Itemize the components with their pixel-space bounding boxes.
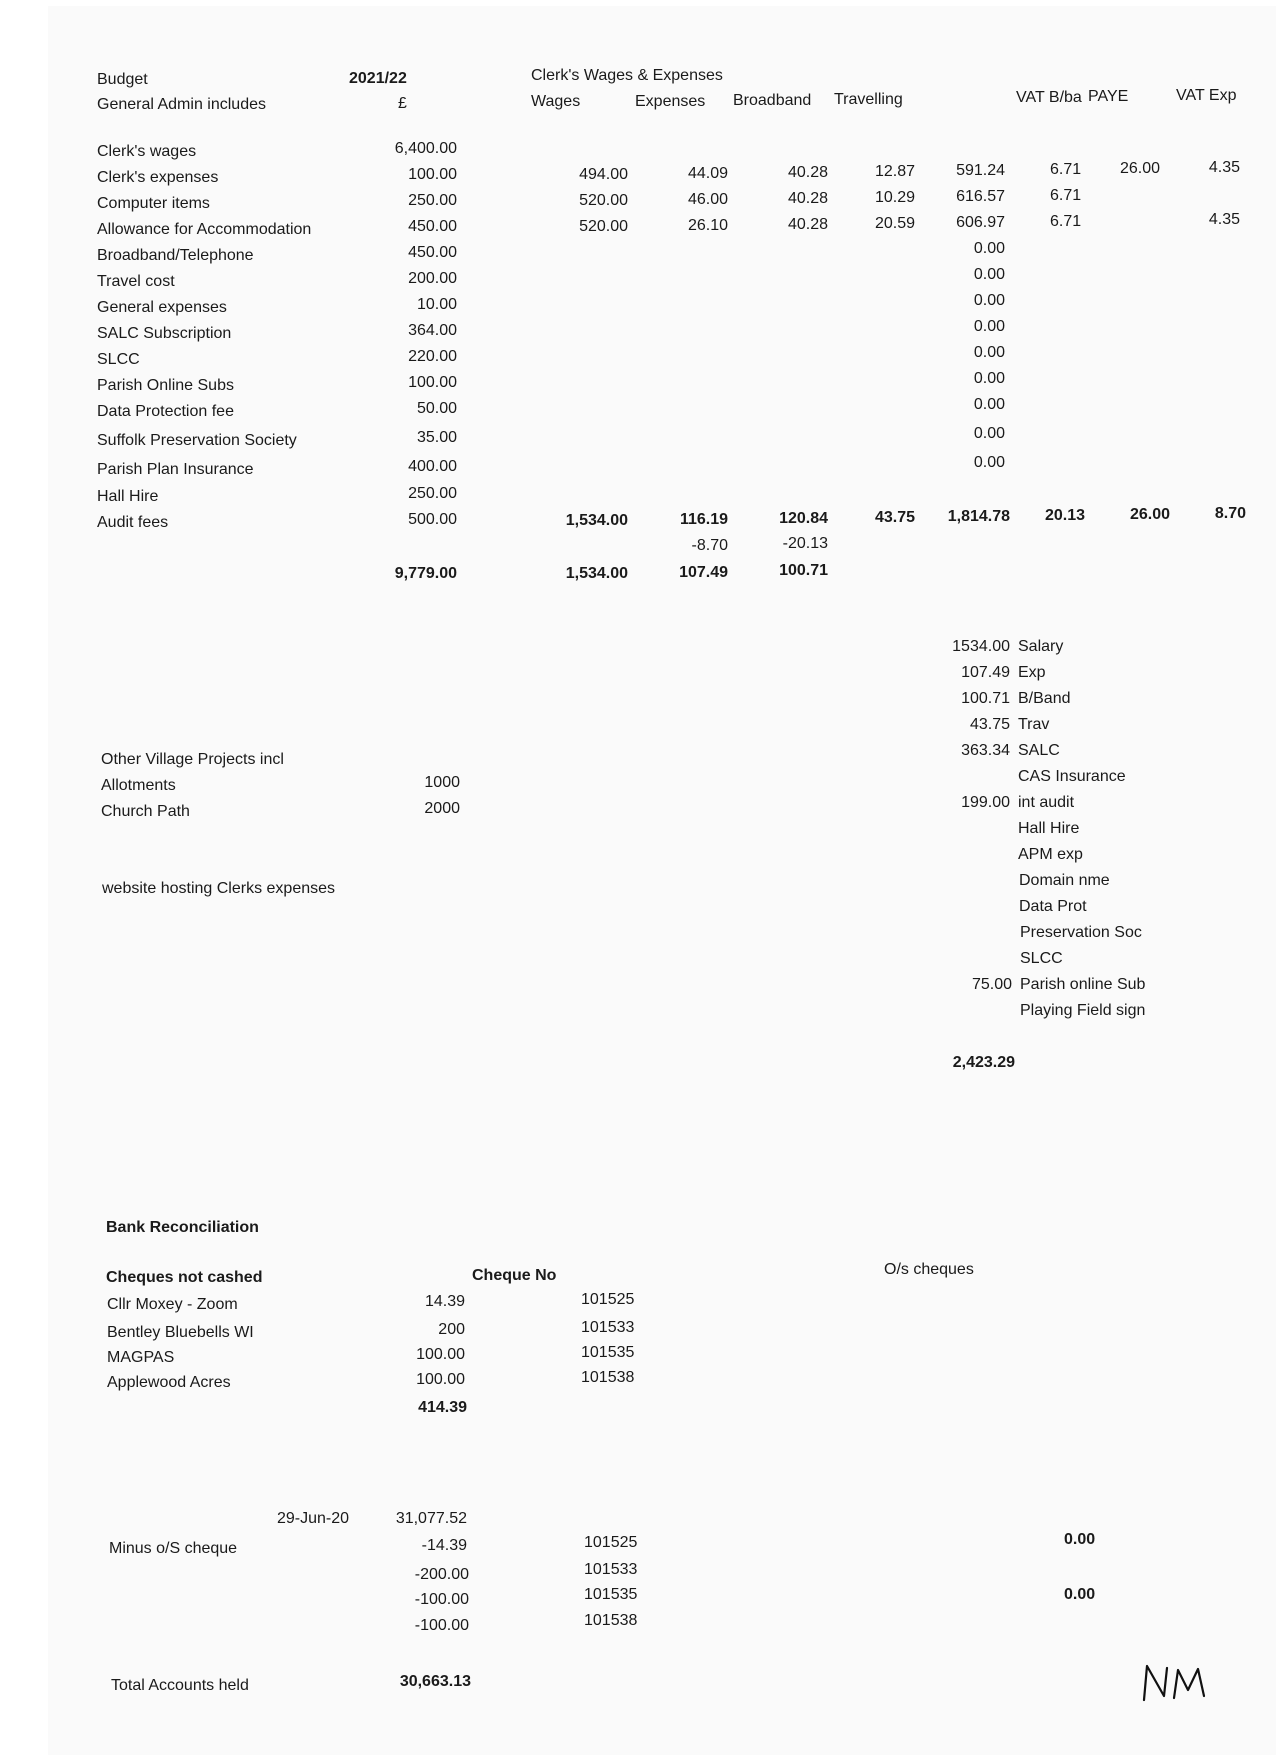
cheque-number: 101538 (581, 1369, 635, 1386)
vat-exp-cell: 4.35 (1208, 159, 1240, 176)
budget-item-amount: 220.00 (408, 348, 457, 365)
balance-amount: 31,077.52 (395, 1510, 467, 1527)
summary-amount: 107.49 (961, 664, 1010, 681)
budget-item-label: Suffolk Preservation Society (97, 432, 297, 449)
broadband-cell: 40.28 (787, 190, 828, 207)
deduction-amount: -200.00 (414, 1566, 469, 1583)
budget-item-amount: 200.00 (408, 270, 457, 287)
budget-item-amount: 250.00 (408, 485, 457, 502)
project-amount: 1000 (424, 774, 460, 791)
travelling-cell: 12.87 (874, 163, 915, 180)
summary-label: SALC (1018, 742, 1060, 759)
cheques-heading: Cheques not cashed (106, 1269, 263, 1286)
col-header-travelling: Travelling (834, 91, 903, 108)
deduction-number: 101538 (584, 1612, 638, 1629)
budget-item-label: Parish Online Subs (97, 377, 234, 394)
zero-total-cell: 0.00 (973, 425, 1005, 442)
project-label: Church Path (101, 803, 190, 820)
broadband-cell: 40.28 (787, 216, 828, 233)
deduction-number: 101525 (584, 1534, 638, 1551)
budget-item-amount: 450.00 (408, 244, 457, 261)
deduction-amount: -100.00 (414, 1591, 469, 1608)
wage-cell: 520.00 (579, 192, 628, 209)
summary-label: Hall Hire (1018, 820, 1080, 837)
budget-item-amount: 364.00 (408, 322, 457, 339)
travelling-cell: 20.59 (874, 215, 915, 232)
budget-item-label: Clerk's expenses (97, 169, 219, 186)
budget-item-label: SLCC (97, 351, 140, 368)
summary-label: Data Prot (1019, 898, 1087, 915)
vat-bb-cell: 6.71 (1050, 161, 1082, 178)
deduction-amount: -100.00 (414, 1617, 469, 1634)
summary-label: Exp (1018, 664, 1046, 681)
summary-amount: 43.75 (969, 716, 1010, 733)
col-header-wages: Wages (531, 93, 581, 110)
budget-item-amount: 100.00 (408, 374, 457, 391)
project-label: Allotments (101, 777, 176, 794)
deduction-amount: -14.39 (421, 1537, 467, 1554)
broadband-cell: 40.28 (787, 164, 828, 181)
paye-total: 26.00 (1129, 506, 1170, 523)
grand-wage-total: 1,814.78 (947, 508, 1010, 525)
col-header-paye: PAYE (1088, 88, 1129, 105)
zero-total-cell: 0.00 (973, 344, 1005, 361)
expense-cell: 44.09 (687, 165, 728, 182)
general-admin-label: General Admin includes (97, 96, 266, 113)
cheque-number: 101525 (581, 1291, 635, 1308)
row-total-cell: 616.57 (956, 188, 1005, 205)
col-header-vat-exp: VAT Exp (1176, 87, 1237, 104)
cheque-payee: MAGPAS (107, 1349, 175, 1366)
currency-symbol: £ (398, 95, 407, 112)
clerk-section-title: Clerk's Wages & Expenses (531, 67, 723, 84)
row-total-cell: 606.97 (956, 214, 1005, 231)
cheque-no-heading: Cheque No (472, 1267, 557, 1284)
total-accounts-label: Total Accounts held (111, 1677, 249, 1694)
summary-amount: 1534.00 (952, 638, 1010, 655)
deduction-number: 101535 (584, 1586, 638, 1603)
budget-item-label: Audit fees (97, 514, 169, 531)
budget-item-amount: 6,400.00 (394, 140, 457, 157)
zero-total-cell: 0.00 (973, 292, 1005, 309)
paye-cell: 26.00 (1119, 160, 1160, 177)
zero-total-cell: 0.00 (973, 240, 1005, 257)
summary-total: 2,423.29 (952, 1054, 1015, 1071)
expense-net: 107.49 (679, 564, 728, 581)
minus-os-label: Minus o/S cheque (109, 1540, 238, 1557)
summary-label: B/Band (1018, 690, 1071, 707)
expense-adjustment: -8.70 (691, 537, 728, 554)
budget-item-label: Hall Hire (97, 488, 159, 505)
budget-item-label: Travel cost (97, 273, 175, 290)
cheque-payee: Applewood Acres (107, 1374, 231, 1391)
os-value: 0.00 (1064, 1586, 1096, 1603)
budget-item-label: Allowance for Accommodation (97, 221, 312, 238)
budget-item-amount: 500.00 (408, 511, 457, 528)
cheque-amount: 100.00 (416, 1346, 465, 1363)
budget-label: Budget (97, 71, 148, 88)
deduction-number: 101533 (584, 1561, 638, 1578)
budget-item-amount: 450.00 (408, 218, 457, 235)
summary-label: SLCC (1020, 950, 1063, 967)
col-header-broadband: Broadband (733, 92, 812, 109)
budget-item-label: General expenses (97, 299, 227, 316)
vat-bb-total: 20.13 (1044, 507, 1085, 524)
vat-exp-total: 8.70 (1214, 505, 1246, 522)
expense-cell: 46.00 (687, 191, 728, 208)
budget-item-amount: 250.00 (408, 192, 457, 209)
summary-label: APM exp (1018, 846, 1083, 863)
handwritten-initials (1140, 1660, 1220, 1704)
summary-amount: 199.00 (961, 794, 1010, 811)
cheque-number: 101533 (581, 1319, 635, 1336)
wage-net: 1,534.00 (565, 565, 628, 582)
budget-item-label: Parish Plan Insurance (97, 461, 254, 478)
travelling-cell: 10.29 (874, 189, 915, 206)
expense-cell: 26.10 (687, 217, 728, 234)
budget-item-label: Clerk's wages (97, 143, 197, 160)
vat-bb-cell: 6.71 (1050, 213, 1082, 230)
zero-total-cell: 0.00 (973, 266, 1005, 283)
broadband-total: 120.84 (779, 510, 828, 527)
wage-total: 1,534.00 (565, 512, 628, 529)
vat-bb-cell: 6.71 (1050, 187, 1082, 204)
wage-cell: 494.00 (579, 166, 628, 183)
summary-amount: 75.00 (971, 976, 1012, 993)
project-amount: 2000 (424, 800, 460, 817)
budget-total: 9,779.00 (394, 565, 457, 582)
travelling-total: 43.75 (874, 509, 915, 526)
other-projects-heading: Other Village Projects incl (101, 751, 284, 768)
budget-item-amount: 35.00 (416, 429, 457, 446)
summary-label: CAS Insurance (1018, 768, 1126, 785)
summary-label: Preservation Soc (1020, 924, 1142, 941)
budget-item-amount: 100.00 (408, 166, 457, 183)
budget-item-amount: 10.00 (416, 296, 457, 313)
os-value: 0.00 (1064, 1531, 1096, 1548)
total-accounts-amount: 30,663.13 (399, 1673, 471, 1690)
cheque-payee: Cllr Moxey - Zoom (107, 1296, 238, 1313)
balance-date: 29-Jun-20 (277, 1510, 350, 1527)
cheque-payee: Bentley Bluebells WI (107, 1324, 254, 1341)
vat-exp-cell: 4.35 (1208, 211, 1240, 228)
cheque-amount: 200 (438, 1321, 465, 1338)
broadband-adjustment: -20.13 (782, 535, 828, 552)
col-header-expenses: Expenses (635, 93, 706, 110)
budget-item-amount: 50.00 (416, 400, 457, 417)
summary-label: Parish online Sub (1020, 976, 1146, 993)
summary-label: Salary (1018, 638, 1064, 655)
wage-cell: 520.00 (579, 218, 628, 235)
col-header-vat-bb: VAT B/ba (1016, 90, 1082, 106)
budget-item-amount: 400.00 (408, 458, 457, 475)
zero-total-cell: 0.00 (973, 318, 1005, 335)
zero-total-cell: 0.00 (973, 454, 1005, 471)
summary-label: Trav (1018, 716, 1050, 733)
budget-item-label: Broadband/Telephone (97, 247, 254, 264)
os-cheques-heading: O/s cheques (884, 1261, 974, 1278)
summary-label: Domain nme (1019, 872, 1110, 889)
budget-item-label: Computer items (97, 195, 210, 212)
row-total-cell: 591.24 (956, 162, 1005, 179)
summary-label: int audit (1018, 794, 1075, 811)
bank-reconciliation-title: Bank Reconciliation (106, 1219, 259, 1236)
budget-year: 2021/22 (349, 70, 407, 87)
cheque-amount: 14.39 (424, 1293, 465, 1310)
expense-total: 116.19 (679, 511, 728, 528)
website-note: website hosting Clerks expenses (102, 880, 336, 897)
summary-amount: 100.71 (961, 690, 1010, 707)
cheque-amount: 100.00 (416, 1371, 465, 1388)
budget-item-label: Data Protection fee (97, 403, 234, 420)
broadband-net: 100.71 (779, 562, 828, 579)
zero-total-cell: 0.00 (973, 370, 1005, 387)
summary-label: Playing Field sign (1020, 1002, 1146, 1019)
budget-item-label: SALC Subscription (97, 325, 232, 342)
summary-amount: 363.34 (961, 742, 1010, 759)
zero-total-cell: 0.00 (973, 396, 1005, 413)
cheque-number: 101535 (581, 1344, 635, 1361)
cheques-total: 414.39 (418, 1399, 467, 1416)
